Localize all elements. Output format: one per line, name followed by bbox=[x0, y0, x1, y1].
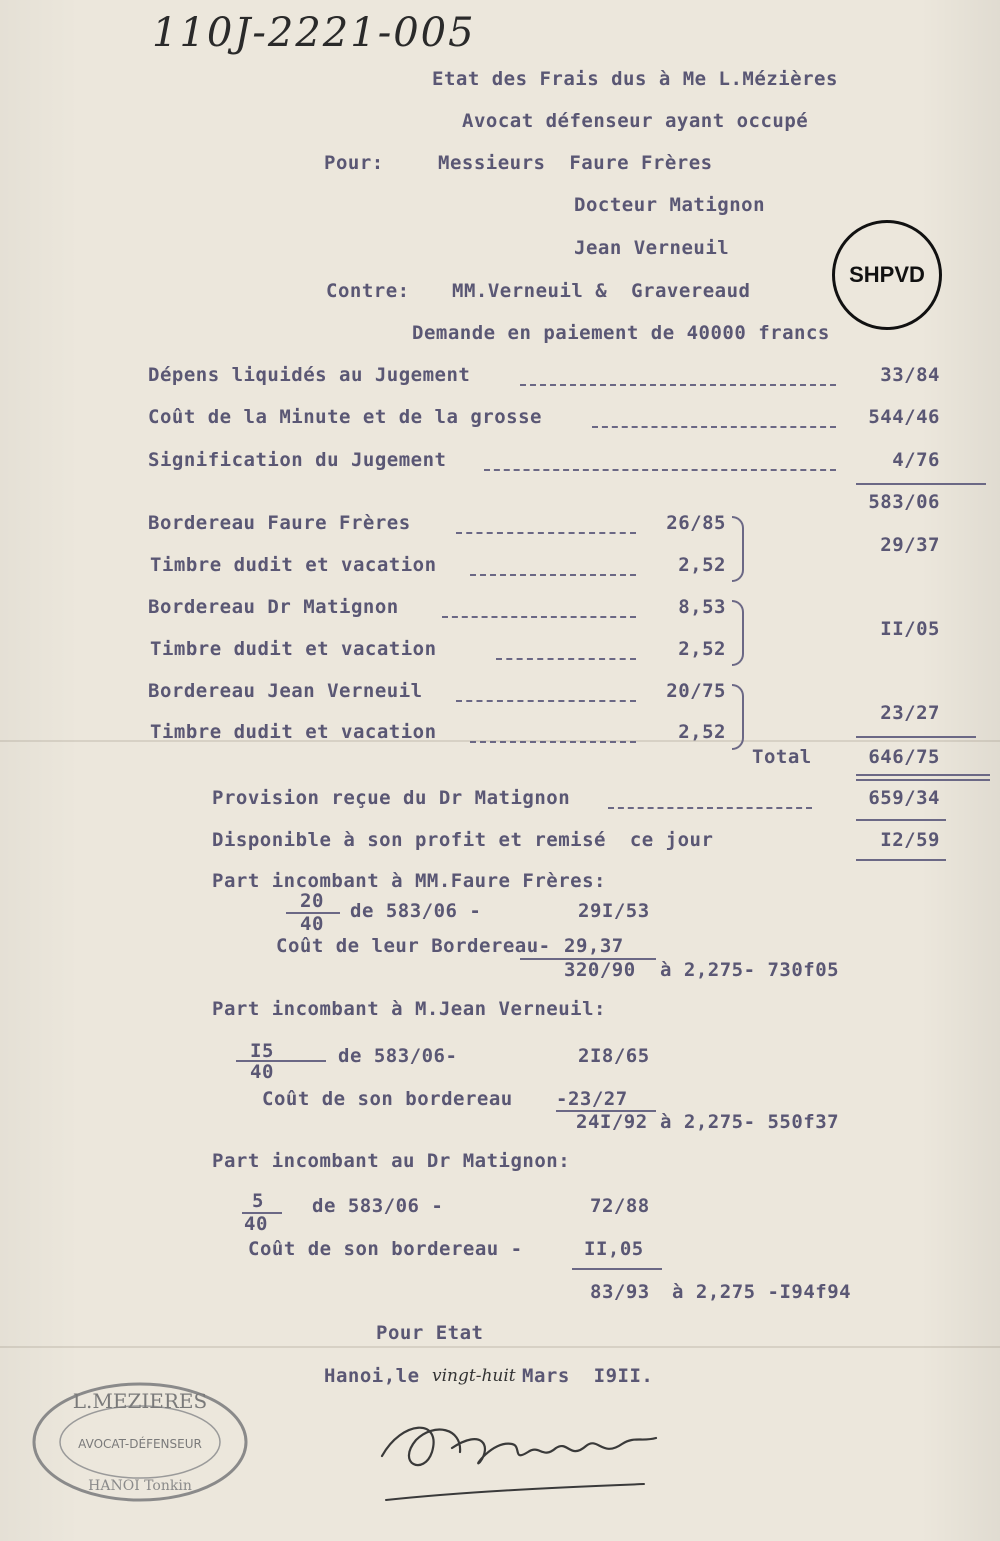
pour-label: Pour: bbox=[324, 152, 384, 174]
item-amount: 544/46 bbox=[868, 406, 940, 428]
part-title: Part incombant au Dr Matignon: bbox=[212, 1150, 571, 1172]
sum-rule bbox=[856, 736, 976, 738]
leader-dots bbox=[470, 574, 636, 576]
handwritten-date: vingt-huit bbox=[432, 1366, 516, 1386]
archive-reference: 110J-2221-005 bbox=[152, 10, 476, 56]
bordereau-label: Timbre dudit et vacation bbox=[150, 554, 437, 576]
sum-rule bbox=[856, 859, 946, 861]
pour-party-3: Jean Verneuil bbox=[574, 237, 730, 259]
cost-amount: 29,37 bbox=[564, 935, 624, 957]
bordereau-amount: 2,52 bbox=[678, 638, 726, 660]
part-conversion: à 2,275- 550f37 bbox=[660, 1111, 840, 1133]
bordereau-amount: 2,52 bbox=[678, 721, 726, 743]
group-brace bbox=[732, 684, 744, 750]
total-label: Total bbox=[752, 746, 812, 768]
item-label: Signification du Jugement bbox=[148, 449, 447, 471]
disponible-label: Disponible à son profit et remisé ce jour bbox=[212, 829, 714, 851]
group-brace bbox=[732, 516, 744, 582]
leader-dots bbox=[456, 532, 636, 534]
sum-rule bbox=[856, 774, 990, 776]
cost-label: Coût de leur Bordereau- bbox=[276, 935, 551, 957]
part-title: Part incombant à MM.Faure Frères: bbox=[212, 870, 606, 892]
group-total: II/05 bbox=[880, 618, 940, 640]
lawyer-seal bbox=[28, 1378, 252, 1506]
paper-fold bbox=[0, 1346, 1000, 1348]
share-amount: 72/88 bbox=[590, 1195, 650, 1217]
subtotal-amount: 583/06 bbox=[868, 491, 940, 513]
part-conversion: à 2,275- 730f05 bbox=[660, 959, 840, 981]
cost-label: Coût de son bordereau - bbox=[248, 1238, 523, 1260]
bordereau-amount: 20/75 bbox=[666, 680, 726, 702]
bordereau-amount: 26/85 bbox=[666, 512, 726, 534]
sum-rule bbox=[856, 779, 990, 781]
pour-etat: Pour Etat bbox=[376, 1322, 484, 1344]
provision-label: Provision reçue du Dr Matignon bbox=[212, 787, 571, 809]
leader-dots bbox=[470, 741, 636, 743]
svg-text:L.MEZIERES: L.MEZIERES bbox=[72, 1389, 208, 1413]
provision-amount: 659/34 bbox=[868, 787, 940, 809]
share-amount: 2I8/65 bbox=[578, 1045, 650, 1067]
share-text: de 583/06 - bbox=[312, 1195, 444, 1217]
bordereau-label: Bordereau Faure Frères bbox=[148, 512, 411, 534]
fraction-numerator: 20 bbox=[300, 890, 324, 912]
sum-rule bbox=[856, 819, 946, 821]
leader-dots bbox=[520, 384, 836, 386]
fraction-denominator: 40 bbox=[300, 913, 324, 935]
share-text: de 583/06- bbox=[338, 1045, 458, 1067]
shpvd-stamp: SHPVD bbox=[832, 220, 942, 330]
fraction-numerator: 5 bbox=[252, 1190, 264, 1212]
bordereau-amount: 2,52 bbox=[678, 554, 726, 576]
item-label: Coût de la Minute et de la grosse bbox=[148, 406, 542, 428]
share-amount: 29I/53 bbox=[578, 900, 650, 922]
leader-dots bbox=[456, 700, 636, 702]
svg-text:AVOCAT-DÉFENSEUR: AVOCAT-DÉFENSEUR bbox=[78, 1437, 202, 1451]
leader-dots bbox=[592, 426, 836, 428]
fraction-denominator: 40 bbox=[250, 1061, 274, 1083]
leader-dots bbox=[442, 616, 636, 618]
part-conversion: à 2,275 -I94f94 bbox=[672, 1281, 852, 1303]
demande-line: Demande en paiement de 40000 francs bbox=[412, 322, 830, 344]
group-total: 23/27 bbox=[880, 702, 940, 724]
total-amount: 646/75 bbox=[868, 746, 940, 768]
cost-amount: II,05 bbox=[584, 1238, 644, 1260]
contre-label: Contre: bbox=[326, 280, 410, 302]
part-sum: 320/90 bbox=[564, 959, 636, 981]
sum-rule bbox=[856, 483, 986, 485]
cost-label: Coût de son bordereau bbox=[262, 1088, 513, 1110]
leader-dots bbox=[608, 807, 812, 809]
leader-dots bbox=[496, 658, 636, 660]
place-date-suffix: Mars I9II. bbox=[522, 1365, 654, 1387]
group-total: 29/37 bbox=[880, 534, 940, 556]
bordereau-label: Timbre dudit et vacation bbox=[150, 721, 437, 743]
bordereau-label: Bordereau Jean Verneuil bbox=[148, 680, 423, 702]
part-sum: 24I/92 bbox=[576, 1111, 648, 1133]
part-sum: 83/93 bbox=[590, 1281, 650, 1303]
pour-party-2: Docteur Matignon bbox=[574, 194, 766, 216]
share-text: de 583/06 - bbox=[350, 900, 482, 922]
header-title: Etat des Frais dus à Me L.Mézières bbox=[432, 68, 838, 90]
part-title: Part incombant à M.Jean Verneuil: bbox=[212, 998, 606, 1020]
leader-dots bbox=[484, 469, 836, 471]
svg-text:HANOI Tonkin: HANOI Tonkin bbox=[88, 1478, 192, 1494]
place-date-prefix: Hanoi,le bbox=[324, 1365, 420, 1387]
fraction-numerator: I5 bbox=[250, 1040, 274, 1062]
sum-rule bbox=[572, 1268, 662, 1270]
bordereau-label: Timbre dudit et vacation bbox=[150, 638, 437, 660]
handwritten-signature bbox=[372, 1400, 662, 1510]
fraction-denominator: 40 bbox=[244, 1213, 268, 1235]
bordereau-amount: 8,53 bbox=[678, 596, 726, 618]
group-brace bbox=[732, 600, 744, 666]
item-label: Dépens liquidés au Jugement bbox=[148, 364, 471, 386]
bordereau-label: Bordereau Dr Matignon bbox=[148, 596, 399, 618]
disponible-amount: I2/59 bbox=[880, 829, 940, 851]
contre-party: MM.Verneuil & Gravereaud bbox=[452, 280, 751, 302]
cost-amount: -23/27 bbox=[556, 1088, 628, 1110]
item-amount: 33/84 bbox=[880, 364, 940, 386]
pour-party-1: Messieurs Faure Frères bbox=[438, 152, 713, 174]
header-subtitle: Avocat défenseur ayant occupé bbox=[462, 110, 809, 132]
item-amount: 4/76 bbox=[892, 449, 940, 471]
